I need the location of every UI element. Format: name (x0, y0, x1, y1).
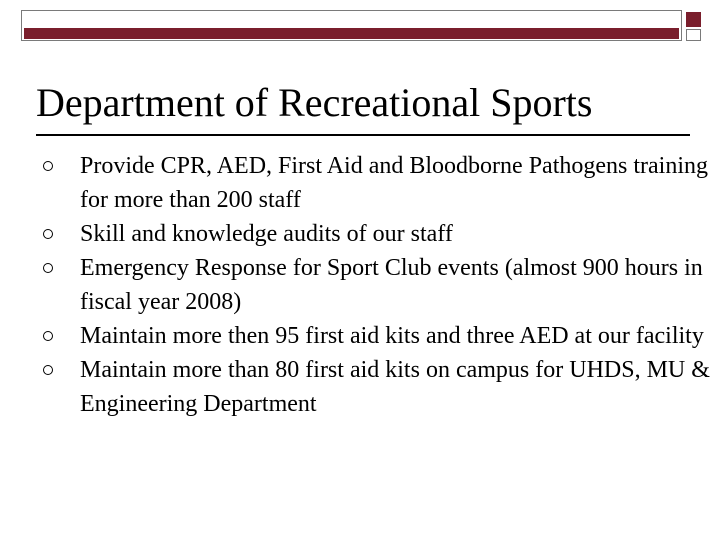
header-square-outline (686, 29, 701, 41)
bullet-text: Emergency Response for Sport Club events (almost 900 hours in fiscal year 2008) (80, 255, 703, 315)
bullet-text: Skill and knowledge audits of our staff (80, 221, 453, 247)
hollow-circle-icon (43, 263, 53, 273)
bullet-item (40, 319, 710, 353)
header-square-filled (686, 12, 701, 27)
bullet-item (40, 353, 710, 421)
bullet-item (40, 251, 710, 319)
bullet-text: Provide CPR, AED, First Aid and Bloodborne Pathogens training for more than 200 staff (80, 153, 708, 213)
hollow-circle-icon (43, 331, 53, 341)
title-underline (36, 134, 690, 136)
hollow-circle-icon (43, 229, 53, 239)
bullet-list (40, 149, 710, 421)
bullet-item (40, 217, 710, 251)
hollow-circle-icon (43, 161, 53, 171)
bullet-text: Maintain more than 80 first aid kits on campus for UHDS, MU & Engineering Department (80, 357, 710, 417)
header-banner-bar (24, 28, 679, 39)
hollow-circle-icon (43, 365, 53, 375)
slide-title: Department of Recreational Sports (36, 80, 593, 125)
bullet-text: Maintain more then 95 first aid kits and three AED at our facility (80, 323, 704, 349)
bullet-item (40, 149, 710, 217)
